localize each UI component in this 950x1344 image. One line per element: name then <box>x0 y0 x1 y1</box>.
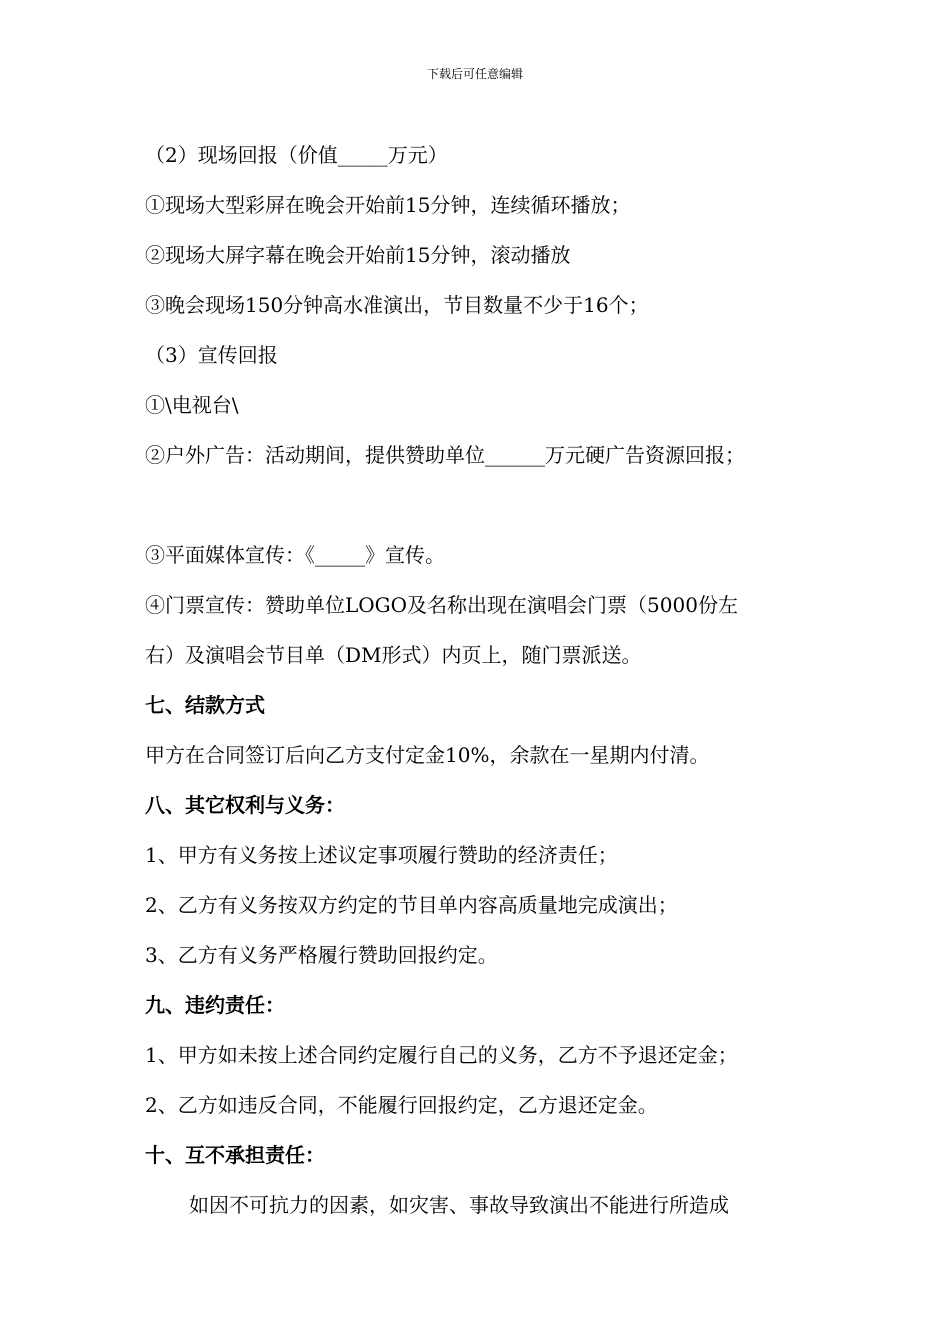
text-line-rights-2: 2、乙方有义务按双方约定的节目单内容高质量地完成演出； <box>145 893 678 917</box>
text-line-ticket-publicity-cont: 右）及演唱会节目单（DM形式）内页上，随门票派送。 <box>145 643 642 667</box>
text-line-force-majeure: 如因不可抗力的因素，如灾害、事故导致演出不能进行所造成 <box>189 1193 729 1217</box>
text-line-payment-terms: 甲方在合同签订后向乙方支付定金10%，余款在一星期内付清。 <box>145 743 710 767</box>
text-line-onsite-return: （2）现场回报（价值_____万元） <box>145 143 448 167</box>
text-line-ticket-publicity: ④门票宣传：赞助单位LOGO及名称出现在演唱会门票（5000份左 <box>145 593 738 617</box>
section-heading-rights: 八、其它权利与义务： <box>145 793 345 817</box>
section-heading-force-majeure: 十、互不承担责任： <box>145 1143 325 1167</box>
text-line-rights-1: 1、甲方有义务按上述议定事项履行赞助的经济责任； <box>145 843 618 867</box>
text-line-breach-2: 2、乙方如违反合同，不能履行回报约定，乙方退还定金。 <box>145 1093 658 1117</box>
page-header: 下载后可任意编辑 <box>426 67 523 81</box>
section-heading-payment: 七、结款方式 <box>145 693 265 717</box>
text-line-breach-1: 1、甲方如未按上述合同约定履行自己的义务，乙方不予退还定金； <box>145 1043 738 1067</box>
text-line-publicity-return: （3）宣传回报 <box>145 343 278 367</box>
text-line-tv-station: ①\电视台\ <box>145 393 239 417</box>
section-heading-breach: 九、违约责任： <box>145 993 285 1017</box>
text-line-print-media: ③平面媒体宣传：《_____》宣传。 <box>145 543 445 567</box>
text-line-outdoor-ads: ②户外广告：活动期间，提供赞助单位______万元硬广告资源回报； <box>145 443 745 467</box>
text-line-screen-loop: ①现场大型彩屏在晚会开始前15分钟，连续循环播放； <box>145 193 631 217</box>
document-body <box>145 130 835 1230</box>
text-line-rights-3: 3、乙方有义务严格履行赞助回报约定。 <box>145 943 498 967</box>
text-line-screen-caption: ②现场大屏字幕在晚会开始前15分钟，滚动播放 <box>145 243 571 267</box>
text-line-performance: ③晚会现场150分钟高水准演出，节目数量不少于16个； <box>145 293 649 317</box>
